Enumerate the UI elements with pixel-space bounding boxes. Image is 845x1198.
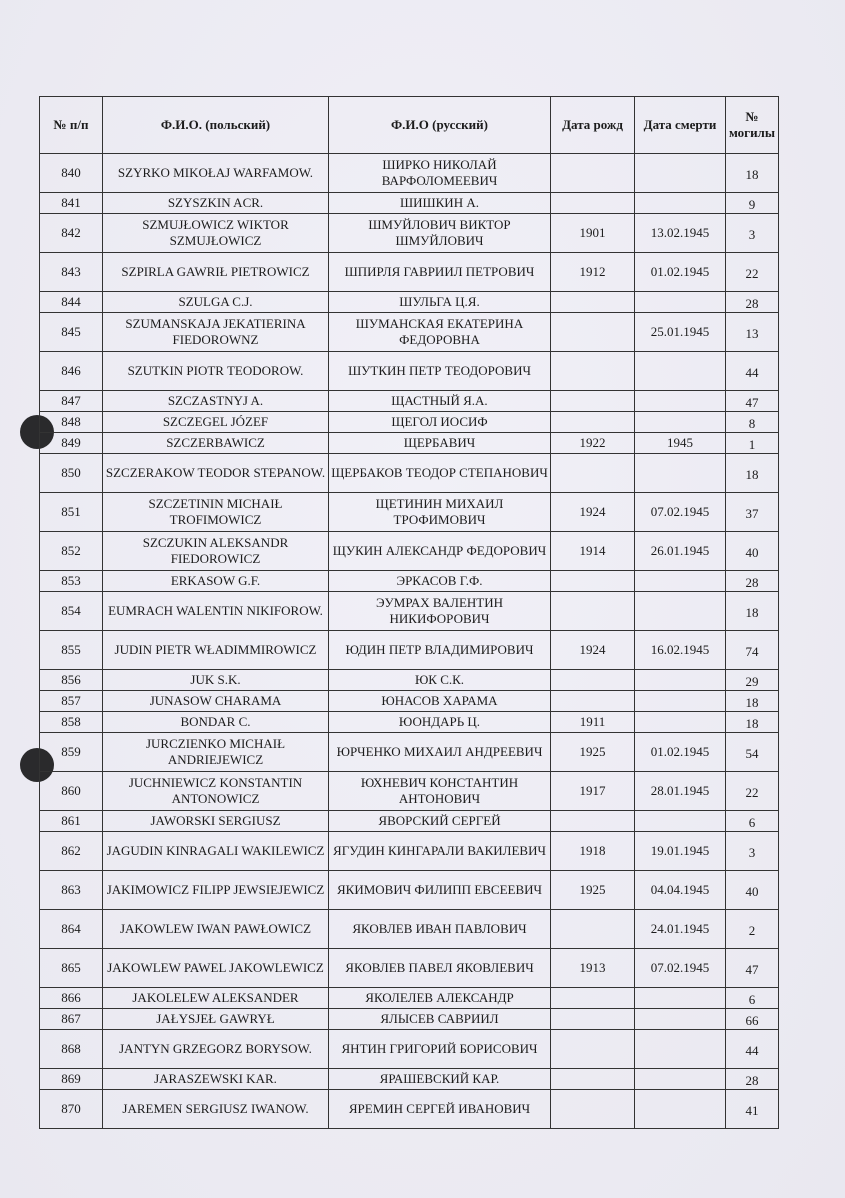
name-polish: SZCZERAKOW TEODOR STEPANOW. xyxy=(103,454,329,493)
name-polish: JUNASOW CHARAMA xyxy=(103,691,329,712)
name-polish: JAKIMOWICZ FILIPP JEWSIEJEWICZ xyxy=(103,871,329,910)
name-polish: BONDAR C. xyxy=(103,712,329,733)
grave-number: 18 xyxy=(726,712,779,733)
name-russian: ЯКОЛЕЛЕВ АЛЕКСАНДР xyxy=(329,988,551,1009)
death-date xyxy=(635,1069,726,1090)
table-row xyxy=(40,631,779,670)
name-polish: SZULGA C.J. xyxy=(103,292,329,313)
table-row xyxy=(40,1009,779,1030)
birth-date: 1901 xyxy=(551,214,635,253)
table-row xyxy=(40,670,779,691)
name-polish: JANTYN GRZEGORZ BORYSOW. xyxy=(103,1030,329,1069)
table-row xyxy=(40,391,779,412)
death-date xyxy=(635,811,726,832)
table-row xyxy=(40,592,779,631)
name-polish: SZMUJŁOWICZ WIKTOR SZMUJŁOWICZ xyxy=(103,214,329,253)
table-row xyxy=(40,571,779,592)
row-number: 861 xyxy=(40,811,103,832)
table-row xyxy=(40,352,779,391)
row-number: 859 xyxy=(40,733,103,772)
row-number: 863 xyxy=(40,871,103,910)
death-date: 07.02.1945 xyxy=(635,949,726,988)
grave-number: 2 xyxy=(726,910,779,949)
name-russian: ЩАСТНЫЙ Я.А. xyxy=(329,391,551,412)
death-date xyxy=(635,1009,726,1030)
grave-number: 28 xyxy=(726,292,779,313)
table-row xyxy=(40,712,779,733)
grave-number: 47 xyxy=(726,949,779,988)
birth-date xyxy=(551,592,635,631)
grave-number: 47 xyxy=(726,391,779,412)
grave-number: 40 xyxy=(726,532,779,571)
row-number: 845 xyxy=(40,313,103,352)
grave-number: 13 xyxy=(726,313,779,352)
row-number: 855 xyxy=(40,631,103,670)
name-russian: ЮНАСОВ ХАРАМА xyxy=(329,691,551,712)
name-russian: ЯКОВЛЕВ ПАВЕЛ ЯКОВЛЕВИЧ xyxy=(329,949,551,988)
table-row xyxy=(40,532,779,571)
name-russian: ЯГУДИН КИНГАРАЛИ ВАКИЛЕВИЧ xyxy=(329,832,551,871)
birth-date: 1922 xyxy=(551,433,635,454)
death-date xyxy=(635,988,726,1009)
grave-number: 66 xyxy=(726,1009,779,1030)
row-number: 868 xyxy=(40,1030,103,1069)
header-row xyxy=(40,97,779,154)
row-number: 867 xyxy=(40,1009,103,1030)
name-polish: SZPIRLA GAWRIŁ PIETROWICZ xyxy=(103,253,329,292)
birth-date xyxy=(551,193,635,214)
name-polish: SZYRKO MIKOŁAJ WARFAMOW. xyxy=(103,154,329,193)
name-polish: JARASZEWSKI KAR. xyxy=(103,1069,329,1090)
header-name-russian: Ф.И.О (русский) xyxy=(329,97,551,154)
grave-number: 74 xyxy=(726,631,779,670)
grave-number: 54 xyxy=(726,733,779,772)
name-russian: ШУМАНСКАЯ ЕКАТЕРИНА ФЕДОРОВНА xyxy=(329,313,551,352)
table-row xyxy=(40,811,779,832)
name-russian: ЩЕРБАКОВ ТЕОДОР СТЕПАНОВИЧ xyxy=(329,454,551,493)
name-polish: SZCZASTNYJ A. xyxy=(103,391,329,412)
name-polish: JURCZIENKO MICHAIŁ ANDRIEJEWICZ xyxy=(103,733,329,772)
table-row xyxy=(40,253,779,292)
name-russian: ЮХНЕВИЧ КОНСТАНТИН АНТОНОВИЧ xyxy=(329,772,551,811)
table-row xyxy=(40,193,779,214)
header-birth-date: Дата рожд xyxy=(551,97,635,154)
death-date: 07.02.1945 xyxy=(635,493,726,532)
birth-date xyxy=(551,352,635,391)
name-russian: ШПИРЛЯ ГАВРИИЛ ПЕТРОВИЧ xyxy=(329,253,551,292)
table-header xyxy=(40,97,779,154)
birth-date xyxy=(551,1090,635,1129)
name-russian: ШУТКИН ПЕТР ТЕОДОРОВИЧ xyxy=(329,352,551,391)
grave-number: 40 xyxy=(726,871,779,910)
name-russian: ЯКОВЛЕВ ИВАН ПАВЛОВИЧ xyxy=(329,910,551,949)
name-polish: SZCZERBAWICZ xyxy=(103,433,329,454)
row-number: 846 xyxy=(40,352,103,391)
row-number: 860 xyxy=(40,772,103,811)
death-date: 28.01.1945 xyxy=(635,772,726,811)
name-polish: JAGUDIN KINRAGALI WAKILEWICZ xyxy=(103,832,329,871)
name-russian: ЩЕГОЛ ИОСИФ xyxy=(329,412,551,433)
birth-date xyxy=(551,910,635,949)
row-number: 848 xyxy=(40,412,103,433)
name-russian: ЯЛЫСЕВ САВРИИЛ xyxy=(329,1009,551,1030)
name-polish: JAKOLELEW ALEKSANDER xyxy=(103,988,329,1009)
grave-number: 6 xyxy=(726,988,779,1009)
grave-number: 44 xyxy=(726,1030,779,1069)
name-polish: SZYSZKIN ACR. xyxy=(103,193,329,214)
name-russian: ЮДИН ПЕТР ВЛАДИМИРОВИЧ xyxy=(329,631,551,670)
birth-date: 1918 xyxy=(551,832,635,871)
table-row xyxy=(40,313,779,352)
row-number: 841 xyxy=(40,193,103,214)
name-polish: EUMRACH WALENTIN NIKIFOROW. xyxy=(103,592,329,631)
death-date: 26.01.1945 xyxy=(635,532,726,571)
death-date: 16.02.1945 xyxy=(635,631,726,670)
name-polish: SZCZUKIN ALEKSANDR FIEDOROWICZ xyxy=(103,532,329,571)
name-russian: ШМУЙЛОВИЧ ВИКТОР ШМУЙЛОВИЧ xyxy=(329,214,551,253)
row-number: 857 xyxy=(40,691,103,712)
birth-date xyxy=(551,811,635,832)
row-number: 853 xyxy=(40,571,103,592)
death-date: 01.02.1945 xyxy=(635,733,726,772)
birth-date xyxy=(551,571,635,592)
row-number: 843 xyxy=(40,253,103,292)
name-russian: ШИРКО НИКОЛАЙ ВАРФОЛОМЕЕВИЧ xyxy=(329,154,551,193)
row-number: 865 xyxy=(40,949,103,988)
name-polish: JAWORSKI SERGIUSZ xyxy=(103,811,329,832)
table-row xyxy=(40,988,779,1009)
grave-number: 29 xyxy=(726,670,779,691)
name-polish: ERKASOW G.F. xyxy=(103,571,329,592)
death-date xyxy=(635,691,726,712)
header-name-polish: Ф.И.О. (польский) xyxy=(103,97,329,154)
name-polish: JAREMEN SERGIUSZ IWANOW. xyxy=(103,1090,329,1129)
death-date xyxy=(635,391,726,412)
name-polish: JUK S.K. xyxy=(103,670,329,691)
name-polish: JAKOWLEW IWAN PAWŁOWICZ xyxy=(103,910,329,949)
name-russian: ЮРЧЕНКО МИХАИЛ АНДРЕЕВИЧ xyxy=(329,733,551,772)
table-row xyxy=(40,871,779,910)
table-row xyxy=(40,1090,779,1129)
table-row xyxy=(40,154,779,193)
name-russian: ЯВОРСКИЙ СЕРГЕЙ xyxy=(329,811,551,832)
name-russian: ЯНТИН ГРИГОРИЙ БОРИСОВИЧ xyxy=(329,1030,551,1069)
name-polish: JUCHNIEWICZ KONSTANTIN ANTONOWICZ xyxy=(103,772,329,811)
name-polish: SZUMANSKAJA JEKATIERINA FIEDOROWNZ xyxy=(103,313,329,352)
birth-date xyxy=(551,313,635,352)
death-date: 24.01.1945 xyxy=(635,910,726,949)
grave-number: 1 xyxy=(726,433,779,454)
death-date xyxy=(635,1090,726,1129)
birth-date: 1913 xyxy=(551,949,635,988)
row-number: 844 xyxy=(40,292,103,313)
birth-date xyxy=(551,1030,635,1069)
name-russian: ЮОНДАРЬ Ц. xyxy=(329,712,551,733)
name-russian: ЯРЕМИН СЕРГЕЙ ИВАНОВИЧ xyxy=(329,1090,551,1129)
table-body xyxy=(40,154,779,1129)
grave-number: 8 xyxy=(726,412,779,433)
grave-number: 44 xyxy=(726,352,779,391)
death-date: 1945 xyxy=(635,433,726,454)
death-date: 19.01.1945 xyxy=(635,832,726,871)
name-russian: ЩЕТИНИН МИХАИЛ ТРОФИМОВИЧ xyxy=(329,493,551,532)
death-date xyxy=(635,670,726,691)
grave-number: 18 xyxy=(726,454,779,493)
name-russian: ШУЛЬГА Ц.Я. xyxy=(329,292,551,313)
row-number: 840 xyxy=(40,154,103,193)
name-polish: JUDIN PIETR WŁADIMMIROWICZ xyxy=(103,631,329,670)
death-date xyxy=(635,1030,726,1069)
row-number: 854 xyxy=(40,592,103,631)
header-grave-number: № могилы xyxy=(726,97,779,154)
name-polish: SZCZETININ MICHAIŁ TROFIMOWICZ xyxy=(103,493,329,532)
row-number: 847 xyxy=(40,391,103,412)
name-polish: SZUTKIN PIOTR TEODOROW. xyxy=(103,352,329,391)
row-number: 852 xyxy=(40,532,103,571)
grave-number: 18 xyxy=(726,592,779,631)
death-date xyxy=(635,412,726,433)
name-polish: SZCZEGEL JÓZEF xyxy=(103,412,329,433)
table-row xyxy=(40,214,779,253)
table-row xyxy=(40,832,779,871)
row-number: 866 xyxy=(40,988,103,1009)
death-date xyxy=(635,454,726,493)
birth-date xyxy=(551,412,635,433)
row-number: 870 xyxy=(40,1090,103,1129)
grave-number: 6 xyxy=(726,811,779,832)
birth-date xyxy=(551,1009,635,1030)
name-russian: ЮК С.К. xyxy=(329,670,551,691)
death-date: 01.02.1945 xyxy=(635,253,726,292)
death-date xyxy=(635,712,726,733)
birth-date: 1925 xyxy=(551,733,635,772)
grave-number: 41 xyxy=(726,1090,779,1129)
birth-date xyxy=(551,1069,635,1090)
birth-date: 1917 xyxy=(551,772,635,811)
birth-date: 1914 xyxy=(551,532,635,571)
grave-number: 18 xyxy=(726,691,779,712)
grave-number: 18 xyxy=(726,154,779,193)
birth-date xyxy=(551,292,635,313)
name-russian: ЯРАШЕВСКИЙ КАР. xyxy=(329,1069,551,1090)
death-date: 13.02.1945 xyxy=(635,214,726,253)
name-russian: ЭУМРАХ ВАЛЕНТИН НИКИФОРОВИЧ xyxy=(329,592,551,631)
name-polish: JAŁYSJEŁ GAWRYŁ xyxy=(103,1009,329,1030)
birth-date: 1911 xyxy=(551,712,635,733)
table-row xyxy=(40,949,779,988)
grave-number: 28 xyxy=(726,1069,779,1090)
row-number: 849 xyxy=(40,433,103,454)
birth-date xyxy=(551,988,635,1009)
name-russian: ШИШКИН А. xyxy=(329,193,551,214)
header-number: № п/п xyxy=(40,97,103,154)
grave-number: 22 xyxy=(726,253,779,292)
birth-date: 1912 xyxy=(551,253,635,292)
death-date xyxy=(635,352,726,391)
table-row xyxy=(40,454,779,493)
row-number: 850 xyxy=(40,454,103,493)
table-row xyxy=(40,433,779,454)
death-date xyxy=(635,292,726,313)
burial-register-table xyxy=(39,96,779,1129)
table-row xyxy=(40,1030,779,1069)
grave-number: 22 xyxy=(726,772,779,811)
death-date xyxy=(635,592,726,631)
row-number: 856 xyxy=(40,670,103,691)
table-row xyxy=(40,292,779,313)
death-date xyxy=(635,193,726,214)
grave-number: 37 xyxy=(726,493,779,532)
death-date xyxy=(635,571,726,592)
name-russian: ЯКИМОВИЧ ФИЛИПП ЕВСЕЕВИЧ xyxy=(329,871,551,910)
birth-date: 1925 xyxy=(551,871,635,910)
row-number: 864 xyxy=(40,910,103,949)
name-polish: JAKOWLEW PAWEL JAKOWLEWICZ xyxy=(103,949,329,988)
name-russian: ЩУКИН АЛЕКСАНДР ФЕДОРОВИЧ xyxy=(329,532,551,571)
row-number: 869 xyxy=(40,1069,103,1090)
birth-date xyxy=(551,454,635,493)
grave-number: 3 xyxy=(726,214,779,253)
birth-date xyxy=(551,391,635,412)
table-row xyxy=(40,772,779,811)
death-date: 25.01.1945 xyxy=(635,313,726,352)
death-date xyxy=(635,154,726,193)
row-number: 842 xyxy=(40,214,103,253)
grave-number: 9 xyxy=(726,193,779,214)
grave-number: 3 xyxy=(726,832,779,871)
name-russian: ЭРКАСОВ Г.Ф. xyxy=(329,571,551,592)
table-row xyxy=(40,691,779,712)
birth-date xyxy=(551,670,635,691)
birth-date xyxy=(551,154,635,193)
death-date: 04.04.1945 xyxy=(635,871,726,910)
table-row xyxy=(40,733,779,772)
name-russian: ЩЕРБАВИЧ xyxy=(329,433,551,454)
row-number: 858 xyxy=(40,712,103,733)
birth-date: 1924 xyxy=(551,631,635,670)
row-number: 851 xyxy=(40,493,103,532)
birth-date xyxy=(551,691,635,712)
grave-number: 28 xyxy=(726,571,779,592)
birth-date: 1924 xyxy=(551,493,635,532)
header-death-date: Дата смерти xyxy=(635,97,726,154)
table-row xyxy=(40,412,779,433)
row-number: 862 xyxy=(40,832,103,871)
table-row xyxy=(40,910,779,949)
table-row xyxy=(40,1069,779,1090)
table-row xyxy=(40,493,779,532)
